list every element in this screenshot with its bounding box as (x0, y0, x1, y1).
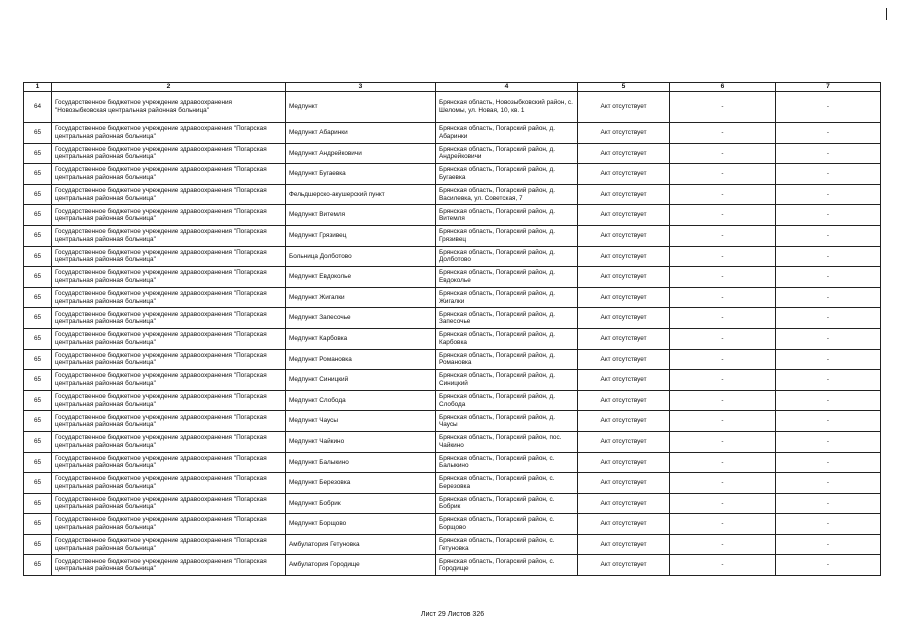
object-cell: Медпункт Слобода (286, 390, 436, 411)
object-cell: Медпункт Бобрик (286, 493, 436, 514)
table-row (24, 225, 881, 246)
column-7-cell: - (776, 92, 881, 123)
address-cell: Брянская область, Погарский район, с. Городище (436, 555, 578, 576)
row-number: 65 (24, 452, 52, 473)
organization-cell: Государственное бюджетное учреждение здравоохранения "Погарская центральная районная больница" (52, 555, 286, 576)
act-status-cell: Акт отсутствует (578, 246, 670, 267)
act-status-cell: Акт отсутствует (578, 514, 670, 535)
column-6-cell: - (670, 267, 776, 288)
act-status-cell: Акт отсутствует (578, 534, 670, 555)
header-cell-1: 1 (24, 83, 52, 92)
column-7-cell: - (776, 514, 881, 535)
address-cell: Брянская область, Погарский район, д. Синицкий (436, 370, 578, 391)
object-cell: Медпункт Романовка (286, 349, 436, 370)
column-6-cell: - (670, 534, 776, 555)
column-6-cell: - (670, 328, 776, 349)
column-7-cell: - (776, 123, 881, 144)
address-cell: Брянская область, Погарский район, д. Андрейковичи (436, 143, 578, 164)
header-cell-3: 3 (286, 83, 436, 92)
row-number: 65 (24, 349, 52, 370)
row-number: 65 (24, 267, 52, 288)
row-number: 65 (24, 534, 52, 555)
row-number: 65 (24, 555, 52, 576)
column-7-cell: - (776, 225, 881, 246)
table-row (24, 267, 881, 288)
object-cell: Больница Долботово (286, 246, 436, 267)
row-number: 65 (24, 493, 52, 514)
column-6-cell: - (670, 349, 776, 370)
column-7-cell: - (776, 308, 881, 329)
act-status-cell: Акт отсутствует (578, 452, 670, 473)
object-cell: Медпункт Борщово (286, 514, 436, 535)
object-cell: Медпункт Березовка (286, 473, 436, 494)
column-6-cell: - (670, 246, 776, 267)
address-cell: Брянская область, Погарский район, с. Балыкино (436, 452, 578, 473)
column-7-cell: - (776, 370, 881, 391)
act-status-cell: Акт отсутствует (578, 473, 670, 494)
organization-cell: Государственное бюджетное учреждение здравоохранения "Погарская центральная районная больница" (52, 287, 286, 308)
organization-cell: Государственное бюджетное учреждение здравоохранения "Погарская центральная районная больница" (52, 370, 286, 391)
address-cell: Брянская область, Погарский район, с. Бобрик (436, 493, 578, 514)
address-cell: Брянская область, Новозыбковский район, с. Шеломы, ул. Новая, 10, кв. 1 (436, 92, 578, 123)
table-row (24, 390, 881, 411)
table-row (24, 431, 881, 452)
row-number: 65 (24, 184, 52, 205)
object-cell: Амбулатория Городище (286, 555, 436, 576)
row-number: 65 (24, 287, 52, 308)
column-6-cell: - (670, 123, 776, 144)
column-6-cell: - (670, 555, 776, 576)
table-row (24, 164, 881, 185)
organization-cell: Государственное бюджетное учреждение здравоохранения "Погарская центральная районная больница" (52, 473, 286, 494)
act-status-cell: Акт отсутствует (578, 225, 670, 246)
column-6-cell: - (670, 411, 776, 432)
column-6-cell: - (670, 308, 776, 329)
column-7-cell: - (776, 205, 881, 226)
header-row (24, 83, 881, 92)
row-number: 65 (24, 473, 52, 494)
organization-cell: Государственное бюджетное учреждение здравоохранения "Погарская центральная районная больница" (52, 225, 286, 246)
address-cell: Брянская область, Погарский район, д. Запесочье (436, 308, 578, 329)
table-row (24, 205, 881, 226)
act-status-cell: Акт отсутствует (578, 123, 670, 144)
row-number: 65 (24, 246, 52, 267)
column-6-cell: - (670, 473, 776, 494)
table-row (24, 349, 881, 370)
address-cell: Брянская область, Погарский район, д. Романовка (436, 349, 578, 370)
address-cell: Брянская область, Погарский район, пос. Чайкино (436, 431, 578, 452)
organization-cell: Государственное бюджетное учреждение здравоохранения "Погарская центральная районная больница" (52, 308, 286, 329)
row-number: 65 (24, 390, 52, 411)
address-cell: Брянская область, Погарский район, с. Борщово (436, 514, 578, 535)
object-cell: Медпункт Евдоколье (286, 267, 436, 288)
table-row (24, 328, 881, 349)
act-status-cell: Акт отсутствует (578, 184, 670, 205)
object-cell: Медпункт Витемля (286, 205, 436, 226)
act-status-cell: Акт отсутствует (578, 164, 670, 185)
address-cell: Брянская область, Погарский район, д. Бугаевка (436, 164, 578, 185)
header-cell-7: 7 (776, 83, 881, 92)
organization-cell: Государственное бюджетное учреждение здравоохранения "Погарская центральная районная больница" (52, 123, 286, 144)
object-cell: Медпункт Чаусы (286, 411, 436, 432)
table-row (24, 92, 881, 123)
row-number: 65 (24, 225, 52, 246)
column-7-cell: - (776, 452, 881, 473)
address-cell: Брянская область, Погарский район, д. Василевка, ул. Советская, 7 (436, 184, 578, 205)
column-7-cell: - (776, 411, 881, 432)
object-cell: Медпункт Абаринки (286, 123, 436, 144)
header-cell-6: 6 (670, 83, 776, 92)
act-status-cell: Акт отсутствует (578, 411, 670, 432)
organization-cell: Государственное бюджетное учреждение здравоохранения "Погарская центральная районная больница" (52, 452, 286, 473)
act-status-cell: Акт отсутствует (578, 267, 670, 288)
column-7-cell: - (776, 473, 881, 494)
object-cell: Амбулатория Гетуновка (286, 534, 436, 555)
object-cell: Медпункт Чайкино (286, 431, 436, 452)
header-cell-4: 4 (436, 83, 578, 92)
row-number: 65 (24, 370, 52, 391)
address-cell: Брянская область, Погарский район, д. Жигалки (436, 287, 578, 308)
column-6-cell: - (670, 493, 776, 514)
table-body (24, 92, 881, 576)
organization-cell: Государственное бюджетное учреждение здравоохранения "Новозыбковская центральная районная больница" (52, 92, 286, 123)
object-cell: Медпункт Карбовка (286, 328, 436, 349)
organization-cell: Государственное бюджетное учреждение здравоохранения "Погарская центральная районная больница" (52, 143, 286, 164)
organization-cell: Государственное бюджетное учреждение здравоохранения "Погарская центральная районная больница" (52, 431, 286, 452)
row-number: 65 (24, 123, 52, 144)
organization-cell: Государственное бюджетное учреждение здравоохранения "Погарская центральная районная больница" (52, 411, 286, 432)
row-number: 65 (24, 328, 52, 349)
object-cell: Медпункт Грязивец (286, 225, 436, 246)
organization-cell: Государственное бюджетное учреждение здравоохранения "Погарская центральная районная больница" (52, 390, 286, 411)
column-7-cell: - (776, 493, 881, 514)
act-status-cell: Акт отсутствует (578, 92, 670, 123)
row-number: 64 (24, 92, 52, 123)
organization-cell: Государственное бюджетное учреждение здравоохранения "Погарская центральная районная больница" (52, 246, 286, 267)
act-status-cell: Акт отсутствует (578, 308, 670, 329)
row-number: 65 (24, 143, 52, 164)
table-row (24, 473, 881, 494)
address-cell: Брянская область, Погарский район, д. Карбовка (436, 328, 578, 349)
table-row (24, 184, 881, 205)
column-7-cell: - (776, 349, 881, 370)
table-row (24, 514, 881, 535)
column-7-cell: - (776, 267, 881, 288)
column-6-cell: - (670, 143, 776, 164)
object-cell: Медпункт Балыкино (286, 452, 436, 473)
object-cell: Фельдшерско-акушерский пункт (286, 184, 436, 205)
column-7-cell: - (776, 555, 881, 576)
column-7-cell: - (776, 328, 881, 349)
table-row (24, 493, 881, 514)
organization-cell: Государственное бюджетное учреждение здравоохранения "Погарская центральная районная больница" (52, 534, 286, 555)
table-row (24, 411, 881, 432)
row-number: 65 (24, 205, 52, 226)
column-6-cell: - (670, 164, 776, 185)
column-6-cell: - (670, 205, 776, 226)
column-7-cell: - (776, 184, 881, 205)
column-6-cell: - (670, 92, 776, 123)
act-status-cell: Акт отсутствует (578, 287, 670, 308)
column-6-cell: - (670, 452, 776, 473)
act-status-cell: Акт отсутствует (578, 390, 670, 411)
header-cell-5: 5 (578, 83, 670, 92)
act-status-cell: Акт отсутствует (578, 349, 670, 370)
column-7-cell: - (776, 246, 881, 267)
address-cell: Брянская область, Погарский район, с. Гетуновка (436, 534, 578, 555)
address-cell: Брянская область, Погарский район, д. Слобода (436, 390, 578, 411)
organization-cell: Государственное бюджетное учреждение здравоохранения "Погарская центральная районная больница" (52, 267, 286, 288)
column-6-cell: - (670, 287, 776, 308)
column-7-cell: - (776, 143, 881, 164)
row-number: 65 (24, 164, 52, 185)
address-cell: Брянская область, Погарский район, д. Долботово (436, 246, 578, 267)
column-6-cell: - (670, 431, 776, 452)
table-row (24, 123, 881, 144)
header-cell-2: 2 (52, 83, 286, 92)
object-cell: Медпункт Бугаевка (286, 164, 436, 185)
table-row (24, 287, 881, 308)
address-cell: Брянская область, Погарский район, д. Чаусы (436, 411, 578, 432)
address-cell: Брянская область, Погарский район, д. Грязивец (436, 225, 578, 246)
act-status-cell: Акт отсутствует (578, 431, 670, 452)
object-cell: Медпункт Синицкий (286, 370, 436, 391)
corner-mark (886, 8, 887, 20)
column-6-cell: - (670, 514, 776, 535)
table-row (24, 308, 881, 329)
page-footer: Лист 29 Листов 326 (420, 611, 485, 618)
organization-cell: Государственное бюджетное учреждение здравоохранения "Погарская центральная районная больница" (52, 205, 286, 226)
table-row (24, 452, 881, 473)
table-row (24, 143, 881, 164)
organization-cell: Государственное бюджетное учреждение здравоохранения "Погарская центральная районная больница" (52, 164, 286, 185)
organization-cell: Государственное бюджетное учреждение здравоохранения "Погарская центральная районная больница" (52, 514, 286, 535)
table-row (24, 555, 881, 576)
column-7-cell: - (776, 390, 881, 411)
address-cell: Брянская область, Погарский район, д. Евдоколье (436, 267, 578, 288)
table-row (24, 534, 881, 555)
address-cell: Брянская область, Погарский район, д. Витемля (436, 205, 578, 226)
organization-cell: Государственное бюджетное учреждение здравоохранения "Погарская центральная районная больница" (52, 328, 286, 349)
object-cell: Медпункт Жигалки (286, 287, 436, 308)
act-status-cell: Акт отсутствует (578, 205, 670, 226)
act-status-cell: Акт отсутствует (578, 143, 670, 164)
object-cell: Медпункт (286, 92, 436, 123)
act-status-cell: Акт отсутствует (578, 493, 670, 514)
table-row (24, 246, 881, 267)
column-6-cell: - (670, 225, 776, 246)
organization-cell: Государственное бюджетное учреждение здравоохранения "Погарская центральная районная больница" (52, 184, 286, 205)
act-status-cell: Акт отсутствует (578, 370, 670, 391)
registry-table (23, 82, 881, 576)
address-cell: Брянская область, Погарский район, с. Березовка (436, 473, 578, 494)
column-6-cell: - (670, 390, 776, 411)
column-6-cell: - (670, 184, 776, 205)
act-status-cell: Акт отсутствует (578, 555, 670, 576)
column-7-cell: - (776, 534, 881, 555)
table-row (24, 370, 881, 391)
address-cell: Брянская область, Погарский район, д. Абаринки (436, 123, 578, 144)
row-number: 65 (24, 308, 52, 329)
column-7-cell: - (776, 287, 881, 308)
object-cell: Медпункт Андрейковичи (286, 143, 436, 164)
organization-cell: Государственное бюджетное учреждение здравоохранения "Погарская центральная районная больница" (52, 493, 286, 514)
act-status-cell: Акт отсутствует (578, 328, 670, 349)
row-number: 65 (24, 411, 52, 432)
column-7-cell: - (776, 164, 881, 185)
organization-cell: Государственное бюджетное учреждение здравоохранения "Погарская центральная районная больница" (52, 349, 286, 370)
row-number: 65 (24, 431, 52, 452)
row-number: 65 (24, 514, 52, 535)
column-7-cell: - (776, 431, 881, 452)
object-cell: Медпункт Запесочье (286, 308, 436, 329)
column-6-cell: - (670, 370, 776, 391)
